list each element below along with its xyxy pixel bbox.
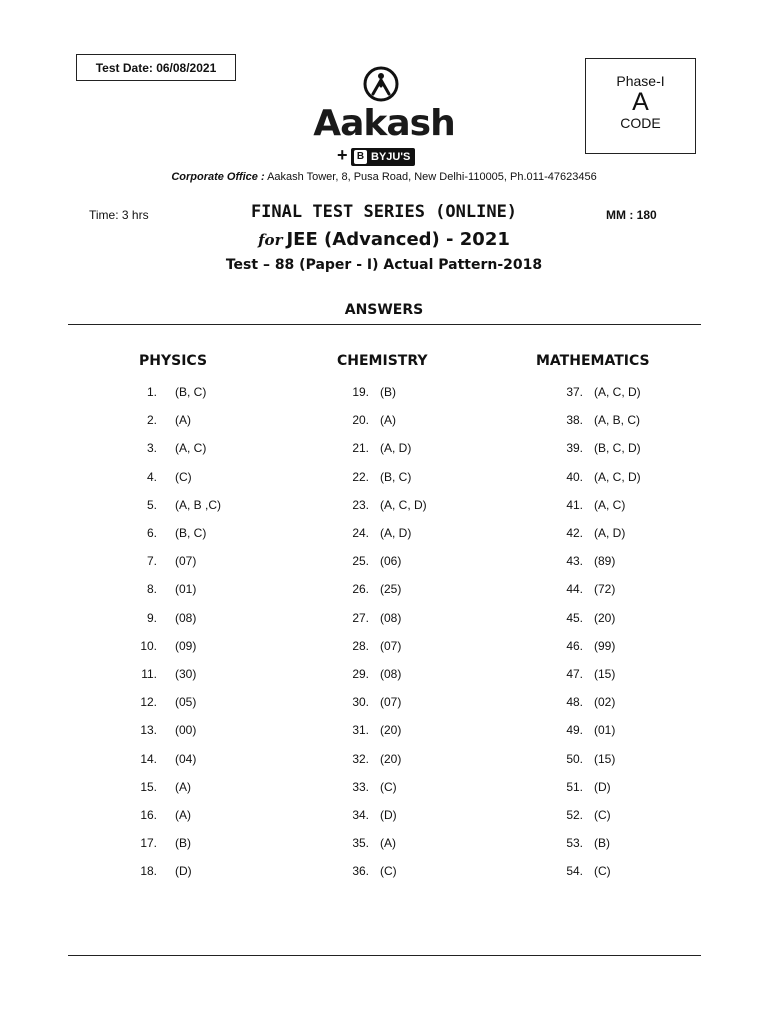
code-box — [585, 58, 696, 154]
answer-value: (B, C, D) — [594, 441, 641, 455]
answer-row — [0, 610, 768, 626]
question-number: 7. — [146, 554, 157, 568]
time-allowed: Time: 3 hrs — [89, 208, 149, 222]
question-number: 41. — [566, 498, 583, 512]
question-number: 23. — [352, 498, 369, 512]
test-date: Test Date: 06/08/2021 — [95, 60, 217, 75]
answer-row — [0, 666, 768, 682]
answer-row — [0, 807, 768, 823]
question-number: 17. — [140, 836, 157, 850]
question-number: 32. — [352, 752, 369, 766]
answer-row — [0, 412, 768, 428]
answer-value: (05) — [175, 695, 197, 709]
answer-value: (A, B, C) — [594, 413, 641, 427]
answer-value: (A, C) — [175, 441, 207, 455]
question-number: 15. — [140, 780, 157, 794]
chemistry-heading: CHEMISTRY — [337, 353, 428, 369]
phase-label: Phase-I — [616, 73, 665, 89]
answer-value: (A, D) — [380, 526, 412, 540]
answer-row — [0, 779, 768, 795]
answer-row — [0, 525, 768, 541]
question-number: 16. — [140, 808, 157, 822]
answer-value: (09) — [175, 639, 197, 653]
answer-value: (07) — [380, 639, 402, 653]
answers-heading: ANSWERS — [344, 302, 424, 318]
answer-row — [0, 553, 768, 569]
logo-plus-icon: + — [337, 145, 348, 165]
question-number: 35. — [352, 836, 369, 850]
answer-value: (20) — [380, 723, 402, 737]
question-number: 46. — [566, 639, 583, 653]
exam-title — [0, 229, 768, 250]
question-number: 24. — [352, 526, 369, 540]
answer-value: (C) — [380, 864, 397, 878]
question-number: 52. — [566, 808, 583, 822]
question-number: 34. — [352, 808, 369, 822]
answer-value: (B) — [594, 836, 610, 850]
answer-value: (B, C) — [175, 385, 207, 399]
corporate-office-address: Aakash Tower, 8, Pusa Road, New Delhi-110005, Ph.011-47623456 — [264, 171, 597, 183]
answer-value: (D) — [594, 780, 611, 794]
answer-value: (08) — [175, 611, 197, 625]
question-number: 48. — [566, 695, 583, 709]
answer-value: (D) — [380, 808, 397, 822]
question-number: 53. — [566, 836, 583, 850]
answer-value: (B, C) — [175, 526, 207, 540]
question-number: 25. — [352, 554, 369, 568]
question-number: 31. — [352, 723, 369, 737]
max-marks: MM : 180 — [606, 208, 657, 222]
corporate-office-line — [0, 171, 768, 183]
question-number: 38. — [566, 413, 583, 427]
question-number: 37. — [566, 385, 583, 399]
byjus-b-icon: B — [354, 150, 367, 164]
answer-row — [0, 469, 768, 485]
answer-value: (C) — [175, 470, 192, 484]
page-title: FINAL TEST SERIES (ONLINE) — [250, 202, 518, 222]
answer-value: (B) — [175, 836, 191, 850]
question-number: 8. — [146, 582, 157, 596]
question-number: 6. — [146, 526, 157, 540]
question-number: 22. — [352, 470, 369, 484]
mathematics-heading: MATHEMATICS — [536, 353, 650, 369]
answer-value: (08) — [380, 667, 402, 681]
answer-value: (A) — [380, 836, 396, 850]
answer-value: (07) — [380, 695, 402, 709]
answer-value: (72) — [594, 582, 616, 596]
answer-value: (07) — [175, 554, 197, 568]
answer-value: (A) — [175, 780, 191, 794]
answer-value: (C) — [594, 864, 611, 878]
answer-value: (15) — [594, 667, 616, 681]
answer-value: (C) — [594, 808, 611, 822]
question-number: 21. — [352, 441, 369, 455]
for-word: for — [258, 231, 283, 249]
logo-partner-text: BYJU'S — [371, 151, 411, 163]
question-number: 47. — [566, 667, 583, 681]
answer-value: (25) — [380, 582, 402, 596]
answer-value: (A, C, D) — [594, 470, 641, 484]
answer-row — [0, 384, 768, 400]
answer-value: (99) — [594, 639, 616, 653]
code-label: CODE — [620, 115, 661, 131]
question-number: 27. — [352, 611, 369, 625]
answer-value: (C) — [380, 780, 397, 794]
question-number: 1. — [146, 385, 157, 399]
answer-row — [0, 638, 768, 654]
answer-value: (20) — [594, 611, 616, 625]
question-number: 13. — [140, 723, 157, 737]
question-number: 14. — [140, 752, 157, 766]
answer-row — [0, 497, 768, 513]
question-number: 43. — [566, 554, 583, 568]
question-number: 51. — [566, 780, 583, 794]
byjus-badge — [351, 148, 415, 166]
answer-value: (A, D) — [594, 526, 626, 540]
test-line: Test – 88 (Paper - I) Actual Pattern-2018 — [225, 257, 543, 273]
answer-value: (02) — [594, 695, 616, 709]
answer-value: (A) — [175, 413, 191, 427]
exam-name: JEE (Advanced) - 2021 — [286, 229, 510, 250]
question-number: 3. — [146, 441, 157, 455]
answer-value: (30) — [175, 667, 197, 681]
answer-value: (A) — [175, 808, 191, 822]
answer-value: (20) — [380, 752, 402, 766]
question-number: 18. — [140, 864, 157, 878]
bottom-divider — [68, 955, 701, 956]
question-number: 33. — [352, 780, 369, 794]
question-number: 44. — [566, 582, 583, 596]
answer-row — [0, 440, 768, 456]
answer-value: (A, C, D) — [380, 498, 427, 512]
answer-value: (89) — [594, 554, 616, 568]
question-number: 42. — [566, 526, 583, 540]
question-number: 2. — [146, 413, 157, 427]
answer-row — [0, 835, 768, 851]
question-number: 28. — [352, 639, 369, 653]
question-number: 29. — [352, 667, 369, 681]
question-number: 36. — [352, 864, 369, 878]
answer-value: (15) — [594, 752, 616, 766]
answer-row — [0, 694, 768, 710]
answer-row — [0, 722, 768, 738]
question-number: 39. — [566, 441, 583, 455]
question-number: 30. — [352, 695, 369, 709]
top-divider — [68, 324, 701, 325]
answer-value: (D) — [175, 864, 192, 878]
answer-row — [0, 751, 768, 767]
answer-value: (A, B ,C) — [175, 498, 222, 512]
answer-value: (00) — [175, 723, 197, 737]
answer-value: (A) — [380, 413, 396, 427]
question-number: 4. — [146, 470, 157, 484]
aakash-emblem-icon — [363, 66, 399, 102]
question-number: 20. — [352, 413, 369, 427]
test-date-box — [76, 54, 236, 81]
question-number: 9. — [146, 611, 157, 625]
answer-value: (08) — [380, 611, 402, 625]
answer-value: (B) — [380, 385, 396, 399]
question-number: 19. — [352, 385, 369, 399]
question-number: 11. — [141, 667, 157, 681]
question-number: 12. — [140, 695, 157, 709]
corporate-office-label: Corporate Office : — [171, 171, 265, 183]
answer-value: (04) — [175, 752, 197, 766]
question-number: 54. — [566, 864, 583, 878]
answer-value: (A, C, D) — [594, 385, 641, 399]
answer-value: (B, C) — [380, 470, 412, 484]
question-number: 26. — [352, 582, 369, 596]
answer-row — [0, 581, 768, 597]
aakash-byjus-logo — [307, 66, 461, 170]
code-letter: A — [632, 88, 649, 116]
answer-row — [0, 863, 768, 879]
answer-value: (A, D) — [380, 441, 412, 455]
logo-brand-text: Aakash — [313, 103, 455, 144]
answer-value: (01) — [594, 723, 616, 737]
question-number: 5. — [146, 498, 157, 512]
answer-value: (01) — [175, 582, 197, 596]
question-number: 10. — [140, 639, 157, 653]
question-number: 49. — [566, 723, 583, 737]
answer-value: (A, C) — [594, 498, 626, 512]
question-number: 40. — [566, 470, 583, 484]
answer-value: (06) — [380, 554, 402, 568]
question-number: 45. — [566, 611, 583, 625]
physics-heading: PHYSICS — [139, 353, 208, 369]
question-number: 50. — [566, 752, 583, 766]
